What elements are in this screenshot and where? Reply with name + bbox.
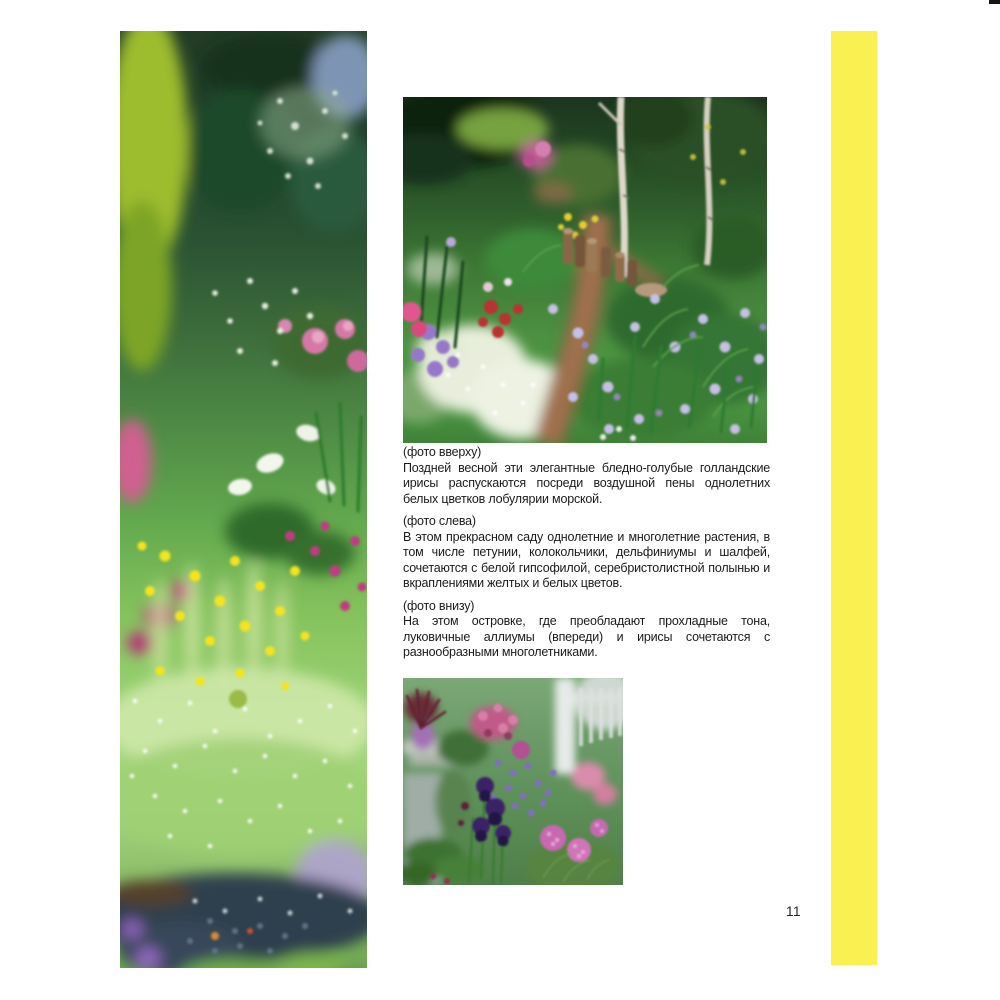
left-garden-photo bbox=[120, 31, 367, 968]
caption-text: В этом прекрасном саду однолетние и многолетние растения, в том числе петунии, колокольчики, дельфиниумы и шалфей, сочетаются с белой гипсофилой, серебристолистной полынью и вкраплениями желтых и белых цветов. bbox=[403, 529, 770, 590]
page-number: 11 bbox=[786, 904, 802, 919]
caption-label: (фото слева) bbox=[403, 514, 476, 528]
small-garden-photo bbox=[403, 678, 623, 885]
caption-label: (фото вверху) bbox=[403, 445, 482, 459]
left-garden-photo-art bbox=[120, 31, 367, 968]
main-garden-photo-art bbox=[403, 97, 767, 443]
caption-label: (фото внизу) bbox=[403, 598, 475, 613]
scan-artifact-mark bbox=[989, 0, 1000, 4]
caption-text: Поздней весной эти элегантные бледно-голубые голландские ирисы распускаются посреди воздушной пены однолетних белых цветков лобулярии морской. bbox=[403, 460, 770, 506]
yellow-accent-stripe bbox=[831, 31, 877, 965]
small-garden-photo-art bbox=[403, 678, 623, 885]
caption-photo-bottom bbox=[403, 599, 770, 661]
caption-photo-top bbox=[403, 445, 770, 507]
photo-captions bbox=[403, 445, 770, 668]
caption-photo-left bbox=[403, 514, 770, 592]
caption-text: На этом островке, где преобладают прохладные тона, луковичные аллиумы (впереди) и ирисы сочетаются с разнообразными многолетниками. bbox=[403, 614, 770, 659]
main-garden-photo bbox=[403, 97, 767, 443]
